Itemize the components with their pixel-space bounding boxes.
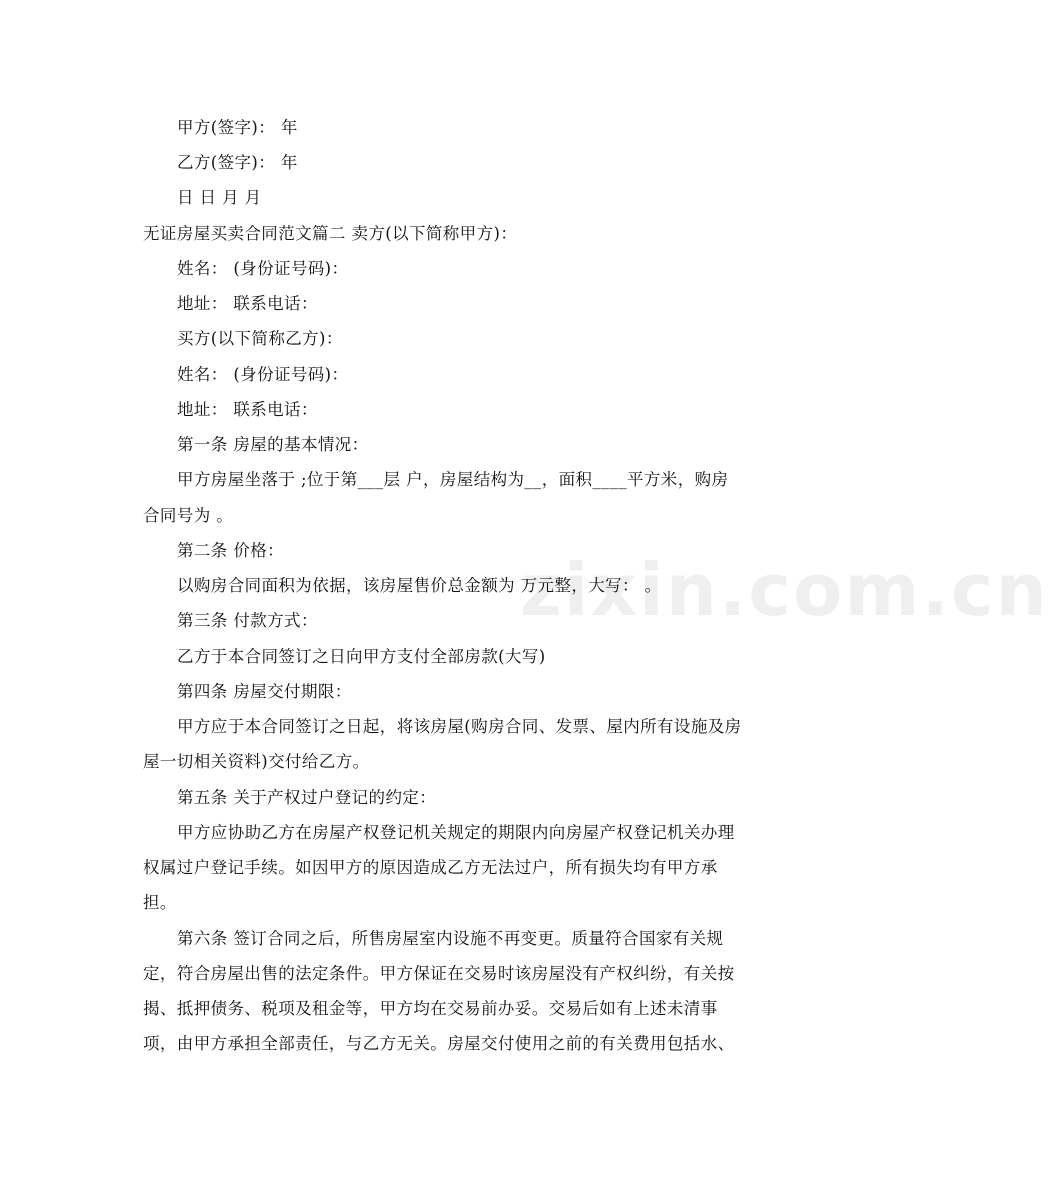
article-6-text: 第六条 签订合同之后，所售房屋室内设施不再变更。质量符合国家有关规 [177,929,724,948]
article-3-heading: 第三条 付款方式： [177,611,318,630]
seller-name-field: 姓名： (身份证号码)： [177,259,349,278]
signature-date: 日 日 月 月 [177,188,262,207]
signature-party-b: 乙方(签字)： 年 [177,153,298,172]
article-5-text: 甲方应协助乙方在房屋产权登记机关规定的期限内向房屋产权登记机关办理 [177,823,735,842]
article-1-text-cont: 合同号为 。 [143,506,234,525]
article-5-text-cont: 权属过户登记手续。如因甲方的原因造成乙方无法过户，所有损失均有甲方承 [143,858,718,877]
article-6-text-cont-3: 项，由甲方承担全部责任，与乙方无关。房屋交付使用之前的有关费用包括水、 [143,1034,735,1053]
signature-party-a: 甲方(签字)： 年 [177,118,298,137]
article-4-text: 甲方应于本合同签订之日起，将该房屋(购房合同、发票、屋内所有设施及房 [177,717,742,736]
article-4-heading: 第四条 房屋交付期限： [177,682,352,701]
article-2-text: 以购房合同面积为依据，该房屋售价总金额为 万元整，大写： 。 [177,576,662,595]
article-5-text-end: 担。 [143,893,177,912]
article-6-text-cont-2: 揭、抵押债务、税项及租金等，甲方均在交易前办妥。交易后如有上述未清事 [143,999,718,1018]
article-2-heading: 第二条 价格： [177,541,285,560]
seller-address-field: 地址： 联系电话： [177,294,318,313]
article-5-heading: 第五条 关于产权过户登记的约定： [177,788,437,807]
buyer-name-field: 姓名： (身份证号码)： [177,365,349,384]
watermark: zixin.com.cn [520,548,1049,632]
article-1-heading: 第一条 房屋的基本情况： [177,435,369,454]
section-title-seller: 无证房屋买卖合同范文篇二 卖方(以下简称甲方)： [143,224,518,243]
article-1-text: 甲方房屋坐落于 ;位于第___层 户，房屋结构为__，面积____平方米，购房 [177,470,729,489]
buyer-address-field: 地址： 联系电话： [177,400,318,419]
article-4-text-cont: 屋一切相关资料)交付给乙方。 [143,752,370,771]
article-6-text-cont-1: 定，符合房屋出售的法定条件。甲方保证在交易时该房屋没有产权纠纷，有关按 [143,964,735,983]
article-3-text: 乙方于本合同签订之日向甲方支付全部房款(大写) [177,647,546,666]
buyer-heading: 买方(以下简称乙方)： [177,329,343,348]
